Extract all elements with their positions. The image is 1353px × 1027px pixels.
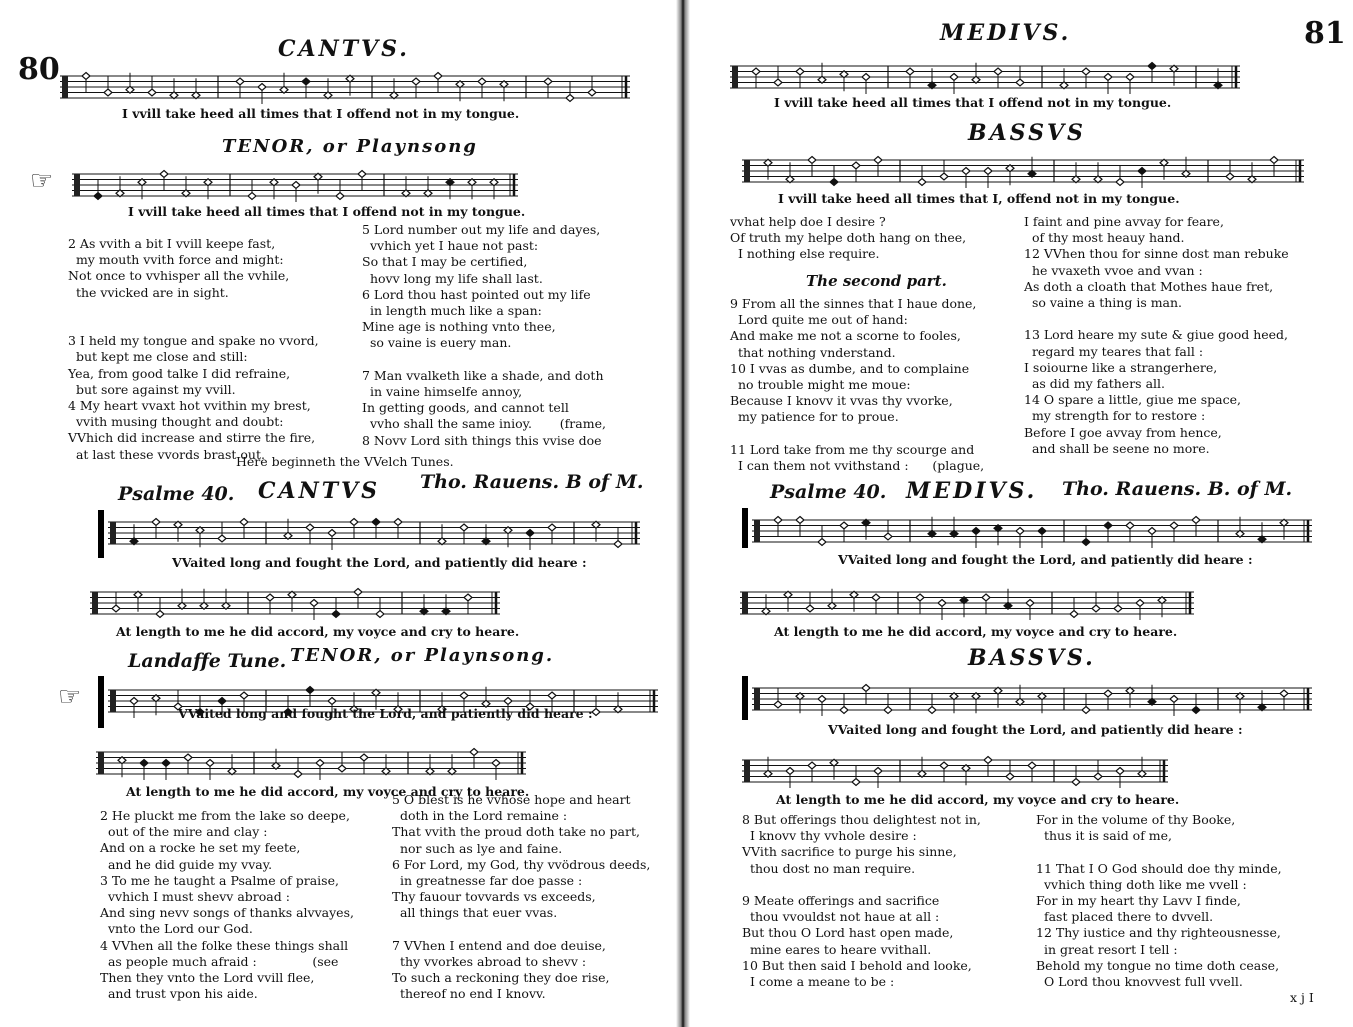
page-number: 80: [18, 52, 60, 87]
note-head: [962, 168, 970, 175]
note-head: [752, 68, 760, 75]
note-head: [796, 68, 804, 75]
clef-mark: [754, 688, 760, 710]
note-head: [336, 193, 344, 200]
pointing-hand-icon: ☞: [58, 682, 82, 712]
note-head: [394, 519, 402, 526]
clef-mark: [110, 690, 116, 712]
music-staff: [742, 146, 1304, 190]
note-head: [94, 193, 102, 200]
note-head: [332, 611, 340, 618]
note-head: [938, 600, 946, 607]
note-head: [310, 600, 318, 607]
note-head: [104, 89, 112, 96]
note-head: [140, 760, 148, 767]
note-head: [1170, 696, 1178, 703]
note-head: [774, 701, 782, 708]
note-head: [840, 522, 848, 529]
bassus-lyric: I vvill take heed all times that I, offend not in my tongue.: [778, 191, 1180, 206]
note-head: [830, 179, 838, 186]
note-head: [796, 517, 804, 524]
note-head: [266, 594, 274, 601]
note-head: [248, 193, 256, 200]
note-head: [774, 79, 782, 86]
bassus-title: BASSVS: [968, 120, 1086, 146]
note-head: [1104, 74, 1112, 81]
verses2-column-1: 8 But offerings thou delightest not in, I knovv thy vvhole desire : VVith sacrifice to purge his sinne, thou dost no man require. 9 Meate offerings and sacrifice thou vvouldst not haue at all : But thou O Lord hast open made, mine eares to heare vvithall. 10 But then said I behold and looke, I come a meane to be :: [742, 812, 981, 990]
note-head: [148, 89, 156, 96]
note-head: [916, 594, 924, 601]
clef-mark: [742, 592, 748, 614]
note-head: [872, 594, 880, 601]
bassus2-title: BASSVS.: [968, 645, 1096, 671]
note-head: [808, 157, 816, 164]
note-head: [1094, 773, 1102, 780]
book-gutter: [676, 0, 690, 1027]
note-head: [258, 84, 266, 91]
note-head: [1006, 773, 1014, 780]
note-head: [852, 779, 860, 786]
note-head: [1072, 779, 1080, 786]
music-staff: [60, 62, 630, 106]
tenor-lyric: I vvill take heed all times that I offend not in my tongue.: [128, 204, 526, 219]
note-head: [544, 78, 552, 85]
psalme-voice: MEDIVS.: [906, 478, 1038, 504]
psalme-heading: Psalme 40.: [770, 481, 887, 503]
note-head: [240, 692, 248, 699]
note-head: [950, 74, 958, 81]
note-head: [1116, 179, 1124, 186]
tenor-title: TENOR, or Playnsong: [222, 136, 478, 157]
clef-mark: [98, 752, 104, 774]
cantus-title: CANTVS.: [278, 36, 410, 62]
note-head: [1082, 539, 1090, 546]
note-head: [548, 692, 556, 699]
clef-mark: [74, 174, 80, 196]
psalme-author: Tho. Rauens. B. of M.: [1062, 478, 1293, 500]
note-head: [1136, 600, 1144, 607]
note-head: [316, 760, 324, 767]
psalme-lyric-1: VVaited long and fought the Lord, and patiently did heare :: [838, 552, 1253, 567]
note-head: [874, 157, 882, 164]
page-number: 81: [1304, 16, 1346, 51]
note-head: [292, 182, 300, 189]
note-head: [1138, 168, 1146, 175]
pointing-hand-icon: ☞: [30, 166, 54, 196]
note-head: [218, 535, 226, 542]
note-head: [1148, 528, 1156, 535]
music-staff: [742, 746, 1168, 790]
note-head: [236, 78, 244, 85]
note-head: [504, 698, 512, 705]
psalme-lyric-1: VVaited long and fought the Lord, and patiently did heare :: [172, 555, 587, 570]
music-staff: [108, 508, 640, 552]
note-head: [1280, 690, 1288, 697]
verses2-column-2: For in the volume of thy Booke, thus it is said of me, 11 That I O God should doe thy minde, vvhich thing doth like me vvell : For in my heart thy Lavv I finde, fast placed there to dvvell. 12 Thy iustice and thy righteousnesse, in great resort I tell : Behold my tongue no time doth cease, O Lord thou knovvest full vvell.: [1036, 812, 1282, 990]
note-head: [852, 162, 860, 169]
note-head: [358, 171, 366, 178]
note-head: [906, 68, 914, 75]
note-head: [940, 173, 948, 180]
note-head: [884, 533, 892, 540]
note-head: [82, 73, 90, 80]
note-head: [306, 524, 314, 531]
note-head: [1026, 600, 1034, 607]
note-head: [162, 760, 170, 767]
note-head: [1070, 611, 1078, 618]
music-staff: [72, 160, 518, 204]
note-head: [1192, 707, 1200, 714]
note-head: [818, 539, 826, 546]
clef-mark: [62, 76, 68, 98]
verses2-column-1: 2 He pluckt me from the lake so deepe, out of the mire and clay : And on a rocke he set my feete, and he did guide my vvay. 3 To me he taught a Psalme of praise, vvhich I must shevv abroad : And sing nevv songs of thanks alvvayes, vnto the Lord our God. 4 VVhen all the folke these things shall as people much afraid : (see Then they vnto the Lord vvill flee, and trust vpon his aide.: [100, 808, 354, 1002]
note-head: [184, 754, 192, 761]
note-head: [928, 707, 936, 714]
medius-title: MEDIVS.: [940, 20, 1072, 46]
landaffe-lyric-2: At length to me he did accord, my voyce and cry to heare.: [126, 784, 530, 799]
note-head: [470, 749, 478, 756]
psalme-lyric-2: At length to me he did accord, my voyce and cry to heare.: [774, 624, 1178, 639]
signature-mark: x j I: [1290, 990, 1314, 1005]
note-head: [302, 78, 310, 85]
right-page: [690, 0, 1353, 1027]
note-head: [492, 760, 500, 767]
landaffe-lyric-1: VVaited long and fought the Lord, and patiently did heare :: [178, 706, 593, 721]
note-head: [588, 89, 596, 96]
music-staff: [752, 674, 1312, 718]
clef-mark: [110, 522, 116, 544]
note-head: [1116, 768, 1124, 775]
note-head: [874, 768, 882, 775]
note-head: [206, 760, 214, 767]
note-head: [984, 168, 992, 175]
note-head: [306, 687, 314, 694]
note-head: [130, 698, 138, 705]
note-head: [1226, 173, 1234, 180]
note-head: [1016, 79, 1024, 86]
cantus-lyric: I vvill take heed all times that I offend not in my tongue.: [122, 106, 520, 121]
system-bracket: [98, 676, 104, 728]
system-bracket: [742, 508, 748, 548]
music-staff: [96, 738, 526, 782]
verses-column-1: vvhat help doe I desire ? Of truth my helpe doth hang on thee, I nothing else require.: [730, 214, 967, 262]
psalme-heading: Psalme 40.: [118, 483, 235, 505]
note-head: [112, 605, 120, 612]
psalme-lyric-2: At length to me he did accord, my voyce and cry to heare.: [116, 624, 520, 639]
note-head: [862, 685, 870, 692]
note-head: [1104, 522, 1112, 529]
left-page: [0, 0, 676, 1027]
note-head: [1082, 68, 1090, 75]
clef-mark: [754, 520, 760, 542]
verses2-column-2: 5 O blest is he vvhose hope and heart doth in the Lord remaine : That vvith the proud doth take no part, nor such as lye and faine. 6 For Lord, my God, thy vvödrous deeds, in greatnesse far doe passe : Thy fauour tovvards vs exceeds, all things that euer vvas. 7 VVhen I entend and doe deuise, thy vvorkes abroad to shevv : To such a reckoning they doe rise, thereof no end I knovv.: [392, 792, 651, 1002]
note-head: [984, 757, 992, 764]
note-head: [338, 765, 346, 772]
verses-column-2: I faint and pine avvay for feare, of thy most heauy hand. 12 VVhen thou for sinne dost man rebuke he vvaxeth vvoe and vvan : As doth a cloath that Mothes haue fret, so vaine a thing is man. 13 Lord heare my sute & giue good heed, regard my teares that fall : I soiourne like a strangerhere, as did my fathers all. 14 O spare a little, giue me space, my strength for to restore : Before I goe avvay from hence, and shall be seene no more.: [1024, 214, 1289, 456]
note-head: [884, 707, 892, 714]
note-head: [218, 698, 226, 705]
note-head: [1092, 605, 1100, 612]
note-head: [818, 696, 826, 703]
note-head: [1192, 517, 1200, 524]
music-staff: [90, 578, 500, 622]
music-staff: [730, 52, 1240, 96]
note-head: [592, 709, 600, 716]
note-head: [548, 524, 556, 531]
welch-tunes-heading: Here beginneth the VVelch Tunes.: [236, 454, 454, 469]
note-head: [294, 771, 302, 778]
note-head: [478, 78, 486, 85]
note-head: [1114, 605, 1122, 612]
music-staff: [752, 506, 1312, 550]
psalme-voice: CANTVS: [258, 478, 381, 504]
note-head: [152, 519, 160, 526]
note-head: [972, 528, 980, 535]
clef-mark: [744, 760, 750, 782]
note-head: [372, 519, 380, 526]
note-head: [862, 74, 870, 81]
note-head: [994, 68, 1002, 75]
note-head: [982, 594, 990, 601]
system-bracket: [98, 510, 104, 558]
music-staff: [740, 578, 1194, 622]
note-head: [774, 517, 782, 524]
note-head: [1082, 707, 1090, 714]
note-head: [786, 768, 794, 775]
note-head: [940, 762, 948, 769]
note-head: [328, 698, 336, 705]
note-head: [808, 762, 816, 769]
verses-column-2: 5 Lord number out my life and dayes, vvhich yet I haue not past: So that I may be certified, hovv long my life shall last. 6 Lord thou hast pointed out my life in length much like a span: Mine age is nothing vnto thee, so vaine is euery man. 7 Man vvalketh like a shade, and doth in vaine himselfe annoy, In getting goods, and cannot tell vvho shall the same inioy. (frame, 8 Novv Lord sith things this vvise doe: [362, 222, 606, 448]
verses-column-1: 2 As vvith a bit I vvill keepe fast, my mouth vvith force and might: Not once to vvhisper all the vvhile, the vvicked are in sight. 3 I held my tongue and spake no vvord, but kept me close and still: Yea, from good talke I did refraine, but sore against my vvill. 4 My heart vvaxt hot vvithin my brest, vvith musing thought and doubt: VVhich did increase and stirre the fire, at last these vvords brast out.: [68, 236, 319, 462]
clef-mark: [732, 66, 738, 88]
psalme-author: Tho. Rauens. B of M.: [420, 471, 644, 493]
clef-mark: [744, 160, 750, 182]
note-head: [1038, 528, 1046, 535]
note-head: [160, 171, 168, 178]
note-head: [1170, 522, 1178, 529]
note-head: [376, 611, 384, 618]
note-head: [434, 73, 442, 80]
note-head: [1126, 74, 1134, 81]
note-head: [460, 524, 468, 531]
note-head: [1126, 522, 1134, 529]
note-head: [354, 589, 362, 596]
note-head: [360, 754, 368, 761]
note-head: [1148, 63, 1156, 70]
note-head: [1104, 690, 1112, 697]
landaffe-tenor: TENOR, or Playnsong.: [290, 645, 555, 666]
second-part-heading: The second part.: [806, 272, 947, 290]
landaffe-title: Landaffe Tune.: [128, 650, 287, 672]
note-head: [460, 692, 468, 699]
note-head: [240, 519, 248, 526]
note-head: [156, 611, 164, 618]
note-head: [840, 707, 848, 714]
note-head: [806, 605, 814, 612]
note-head: [328, 530, 336, 537]
note-head: [412, 78, 420, 85]
note-head: [1270, 157, 1278, 164]
note-head: [918, 179, 926, 186]
verses-column-1b: 9 From all the sinnes that I haue done, Lord quite me out of hand: And make me not a scorne to fooles, that nothing vnderstand. 10 I vvas as dumbe, and to complaine no trouble might me moue: Because I knovv it vvas thy vvorke, my patience for to proue. 11 Lord take from me thy scourge and I can them not vvithstand : (plague,: [730, 296, 985, 474]
clef-mark: [92, 592, 98, 614]
note-head: [566, 95, 574, 102]
note-head: [614, 541, 622, 548]
note-head: [1016, 528, 1024, 535]
system-bracket: [742, 676, 748, 720]
bassus2-lyric-1: VVaited long and fought the Lord, and patiently did heare :: [828, 722, 1243, 737]
note-head: [526, 530, 534, 537]
bassus2-lyric-2: At length to me he did accord, my voyce and cry to heare.: [776, 792, 1180, 807]
medius-lyric: I vvill take heed all times that I offend not in my tongue.: [774, 95, 1172, 110]
note-head: [350, 519, 358, 526]
note-head: [464, 594, 472, 601]
note-head: [1028, 762, 1036, 769]
